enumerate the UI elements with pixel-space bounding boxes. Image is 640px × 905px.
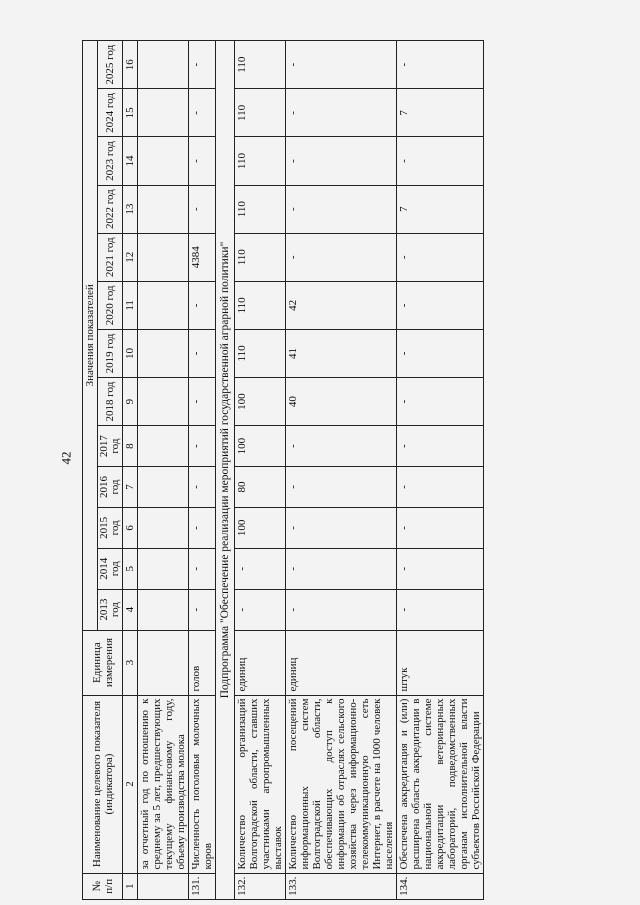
value-cell: - (189, 507, 216, 548)
header-unit: Единица измерения (83, 630, 123, 695)
unit-cell: голов (189, 630, 216, 695)
value-cell: 7 (397, 89, 484, 137)
unit-cell: штук (397, 630, 484, 695)
indicator-name: Количество посещений информационных систем Волгоградской области, обеспечивающих доступ к информации об отраслях сельского хозяйства через информационно-телекоммуникационную сеть Интернет, в расчете на 1000 человек населения (286, 695, 397, 873)
header-year: 2014 год (98, 548, 123, 589)
table-row (397, 41, 484, 900)
value-cell (138, 329, 189, 377)
header-year: 2019 год (98, 329, 123, 377)
header-values-title: Значения показателей (83, 41, 98, 631)
header-column-number: 16 (123, 41, 138, 89)
value-cell: 110 (235, 233, 286, 281)
header-year: 2018 год (98, 378, 123, 426)
value-cell: - (189, 185, 216, 233)
value-cell: - (189, 426, 216, 467)
value-cell (138, 548, 189, 589)
value-cell: - (286, 185, 397, 233)
value-cell: 110 (235, 185, 286, 233)
value-cell: 80 (235, 467, 286, 508)
header-column-number: 9 (123, 378, 138, 426)
header-column-number: 1 (123, 873, 138, 899)
value-cell: - (397, 329, 484, 377)
value-cell: - (189, 89, 216, 137)
table-row (138, 41, 189, 900)
header-year: 2023 год (98, 137, 123, 185)
header-no: № п/п (83, 873, 123, 899)
value-cell: - (286, 426, 397, 467)
header-column-numbers-row (123, 41, 138, 900)
header-column-number: 10 (123, 329, 138, 377)
row-number: 131. (189, 873, 216, 899)
subprogram-title: Подпрограмма "Обеспечение реализации мероприятий государственной аграрной политики" (216, 41, 235, 900)
value-cell: - (397, 41, 484, 89)
value-cell (138, 467, 189, 508)
header-column-number: 15 (123, 89, 138, 137)
header-year: 2017 год (98, 426, 123, 467)
indicators-table (82, 40, 484, 900)
value-cell: - (286, 467, 397, 508)
value-cell: 100 (235, 378, 286, 426)
header-year: 2016 год (98, 467, 123, 508)
value-cell (138, 41, 189, 89)
value-cell: - (397, 281, 484, 329)
value-cell: - (397, 507, 484, 548)
value-cell: - (189, 137, 216, 185)
value-cell: - (397, 378, 484, 426)
value-cell: 4384 (189, 233, 216, 281)
table-body (138, 41, 484, 900)
value-cell: 110 (235, 137, 286, 185)
header-name: Наименование целевого показателя (индикатора) (83, 695, 123, 873)
table-row (286, 41, 397, 900)
header-column-number: 3 (123, 630, 138, 695)
header-column-number: 4 (123, 589, 138, 630)
header-column-number: 6 (123, 507, 138, 548)
value-cell: 110 (235, 329, 286, 377)
row-number: 134. (397, 873, 484, 899)
value-cell: - (189, 41, 216, 89)
value-cell: - (397, 589, 484, 630)
value-cell: - (189, 281, 216, 329)
value-cell: - (286, 507, 397, 548)
row-number (138, 873, 189, 899)
row-number: 132. (235, 873, 286, 899)
header-column-number: 8 (123, 426, 138, 467)
value-cell: - (235, 548, 286, 589)
value-cell: 100 (235, 426, 286, 467)
header-column-number: 12 (123, 233, 138, 281)
value-cell: 42 (286, 281, 397, 329)
header-year: 2021 год (98, 233, 123, 281)
value-cell (138, 281, 189, 329)
value-cell: - (286, 41, 397, 89)
header-year: 2013 год (98, 589, 123, 630)
header-year: 2015 год (98, 507, 123, 548)
value-cell: 110 (235, 41, 286, 89)
unit-cell (138, 630, 189, 695)
value-cell: - (189, 378, 216, 426)
header-year: 2020 год (98, 281, 123, 329)
header-column-number: 2 (123, 695, 138, 873)
value-cell: 110 (235, 281, 286, 329)
indicator-name: за отчетный год по отношению к среднему за 5 лет, предшествующих текущему финансовому году, объему производства молока (138, 695, 189, 873)
header-column-number: 14 (123, 137, 138, 185)
value-cell: - (286, 548, 397, 589)
value-cell: - (286, 89, 397, 137)
value-cell: - (286, 233, 397, 281)
value-cell (138, 378, 189, 426)
unit-cell: единиц (286, 630, 397, 695)
value-cell: - (397, 467, 484, 508)
value-cell (138, 426, 189, 467)
table-row (189, 41, 216, 900)
value-cell: 40 (286, 378, 397, 426)
row-number: 133. (286, 873, 397, 899)
value-cell: - (397, 426, 484, 467)
value-cell: - (397, 548, 484, 589)
rotated-table-container (82, 40, 627, 900)
value-cell (138, 589, 189, 630)
table-row (235, 41, 286, 900)
subprogram-row (216, 41, 235, 900)
value-cell (138, 137, 189, 185)
value-cell: - (189, 329, 216, 377)
header-column-number: 5 (123, 548, 138, 589)
indicator-name: Численность поголовья молочных коров (189, 695, 216, 873)
value-cell (138, 185, 189, 233)
page-number: 42 (58, 451, 74, 465)
header-year: 2025 год (98, 41, 123, 89)
header-column-number: 11 (123, 281, 138, 329)
value-cell: - (286, 589, 397, 630)
header-column-number: 7 (123, 467, 138, 508)
header-year: 2024 год (98, 89, 123, 137)
value-cell: - (397, 233, 484, 281)
header-row-1 (83, 41, 98, 900)
indicator-name: Обеспечена аккредитация и (или) расширена область аккредитации в национальной системе аккредитации ветеринарных лабораторий, подведомственных органам исполнительной власти субъектов Российской Федерации (397, 695, 484, 873)
value-cell (138, 89, 189, 137)
unit-cell: единиц (235, 630, 286, 695)
indicator-name: Количество организаций Волгоградской области, ставших участниками агропромышленных выставок (235, 695, 286, 873)
value-cell: 7 (397, 185, 484, 233)
value-cell: - (286, 137, 397, 185)
value-cell: - (189, 467, 216, 508)
value-cell: 41 (286, 329, 397, 377)
value-cell: - (235, 589, 286, 630)
value-cell (138, 507, 189, 548)
value-cell: - (189, 548, 216, 589)
header-year: 2022 год (98, 185, 123, 233)
header-column-number: 13 (123, 185, 138, 233)
value-cell: - (189, 589, 216, 630)
value-cell: 110 (235, 89, 286, 137)
value-cell: - (397, 137, 484, 185)
value-cell (138, 233, 189, 281)
value-cell: 100 (235, 507, 286, 548)
